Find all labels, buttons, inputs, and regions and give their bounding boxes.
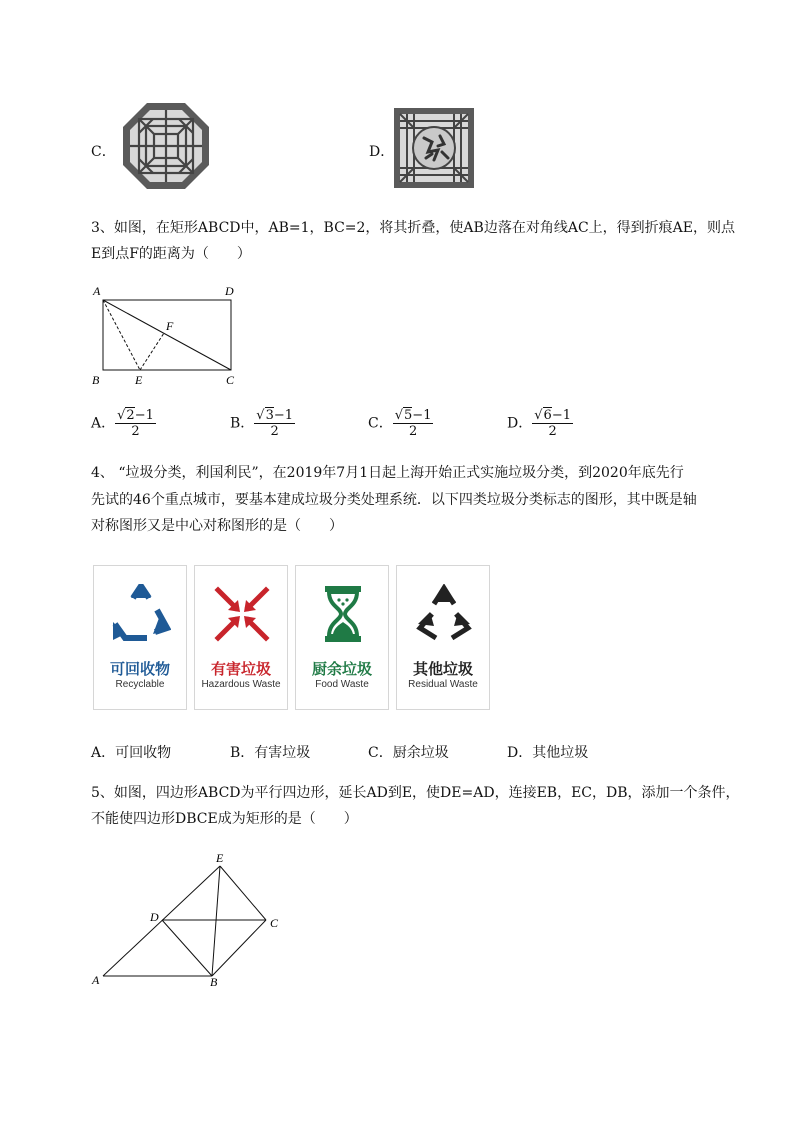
- recyclable-cn: 可回收物: [109, 660, 170, 678]
- food-waste-en: Food Waste: [315, 679, 369, 690]
- q5-label-e: E: [216, 851, 224, 865]
- option-d-label: D．: [369, 144, 395, 160]
- square-window-image: [394, 108, 474, 188]
- residual-recycle-icon: [414, 584, 474, 644]
- q4-option-c[interactable]: C．厨余垃圾: [368, 745, 449, 761]
- recyclable-en: Recyclable: [115, 679, 165, 690]
- food-waste-card: [295, 565, 389, 710]
- recyclable-card: [93, 565, 187, 710]
- q4-option-a[interactable]: A．可回收物: [91, 745, 172, 761]
- q5-label-c: C: [270, 916, 279, 930]
- fraction: $\frac{√5-1}{2}$: [394, 408, 432, 439]
- fraction: $\frac{√2-1}{2}$: [117, 408, 154, 439]
- residual-waste-cn: 其他垃圾: [412, 660, 473, 678]
- q5-stem-line2: 不能使四边形DBCE成为矩形的是（ ）: [91, 811, 358, 827]
- q3-option-d[interactable]: D． $\frac{√6-1}{2}$: [507, 408, 571, 439]
- q3-label-f: F: [166, 319, 174, 333]
- q4-stem-line2: 先试的46个重点城市，要基本建成垃圾分类处理系统．以下四类垃圾分类标志的图形，其中既是轴: [91, 492, 697, 508]
- q3-rectangle-figure: [88, 280, 248, 390]
- q4-option-d[interactable]: D．其他垃圾: [507, 745, 589, 761]
- q5-label-d: D: [150, 910, 159, 924]
- q4-stem-line1: 4、 “垃圾分类，利国利民”，在2019年7月1日起上海开始正式实施垃圾分类，到2020年底先行: [91, 465, 684, 481]
- q3-option-c[interactable]: C． $\frac{√5-1}{2}$: [368, 408, 432, 439]
- hazard-cross-icon: [212, 584, 272, 644]
- q3-stem-line1: 3、如图，在矩形ABCD中，AB=1，BC=2，将其折叠，使AB边落在对角线AC上，得到折痕AE，则点: [91, 220, 735, 236]
- q3-label-a: A: [93, 284, 101, 298]
- q3-label-c: C: [226, 373, 235, 387]
- q3-option-a[interactable]: A． $\frac{√2-1}{2}$: [91, 408, 154, 439]
- hazardous-en: Hazardous Waste: [201, 679, 281, 690]
- hazardous-card: [194, 565, 288, 710]
- q3-label-e: E: [135, 373, 143, 387]
- q5-label-a: A: [92, 973, 100, 987]
- q5-stem-line1: 5、如图，四边形ABCD为平行四边形，延长AD到E，使DE=AD，连接EB，EC，DB，添加一个条件，: [91, 785, 740, 801]
- option-c-label: C．: [91, 144, 116, 160]
- food-waste-cn: 厨余垃圾: [311, 660, 372, 678]
- recycle-icon: [111, 584, 171, 644]
- fraction: $\frac{√3-1}{2}$: [256, 408, 294, 439]
- hourglass-icon: [313, 584, 373, 644]
- q5-parallelogram-figure: [88, 848, 288, 993]
- q3-stem-line2: E到点F的距离为（ ）: [91, 246, 251, 262]
- fraction: $\frac{√6-1}{2}$: [534, 408, 571, 439]
- q4-option-b[interactable]: B．有害垃圾: [230, 745, 311, 761]
- q3-label-b: B: [92, 373, 100, 387]
- q3-option-b[interactable]: B． $\frac{√3-1}{2}$: [230, 408, 294, 439]
- residual-waste-en: Residual Waste: [408, 679, 478, 690]
- q4-stem-line3: 对称图形又是中心对称图形的是（ ）: [91, 518, 343, 534]
- residual-waste-card: [396, 565, 490, 710]
- q5-label-b: B: [210, 975, 218, 989]
- q3-label-d: D: [225, 284, 234, 298]
- octagon-window-image: [121, 101, 211, 191]
- hazardous-cn: 有害垃圾: [210, 660, 271, 678]
